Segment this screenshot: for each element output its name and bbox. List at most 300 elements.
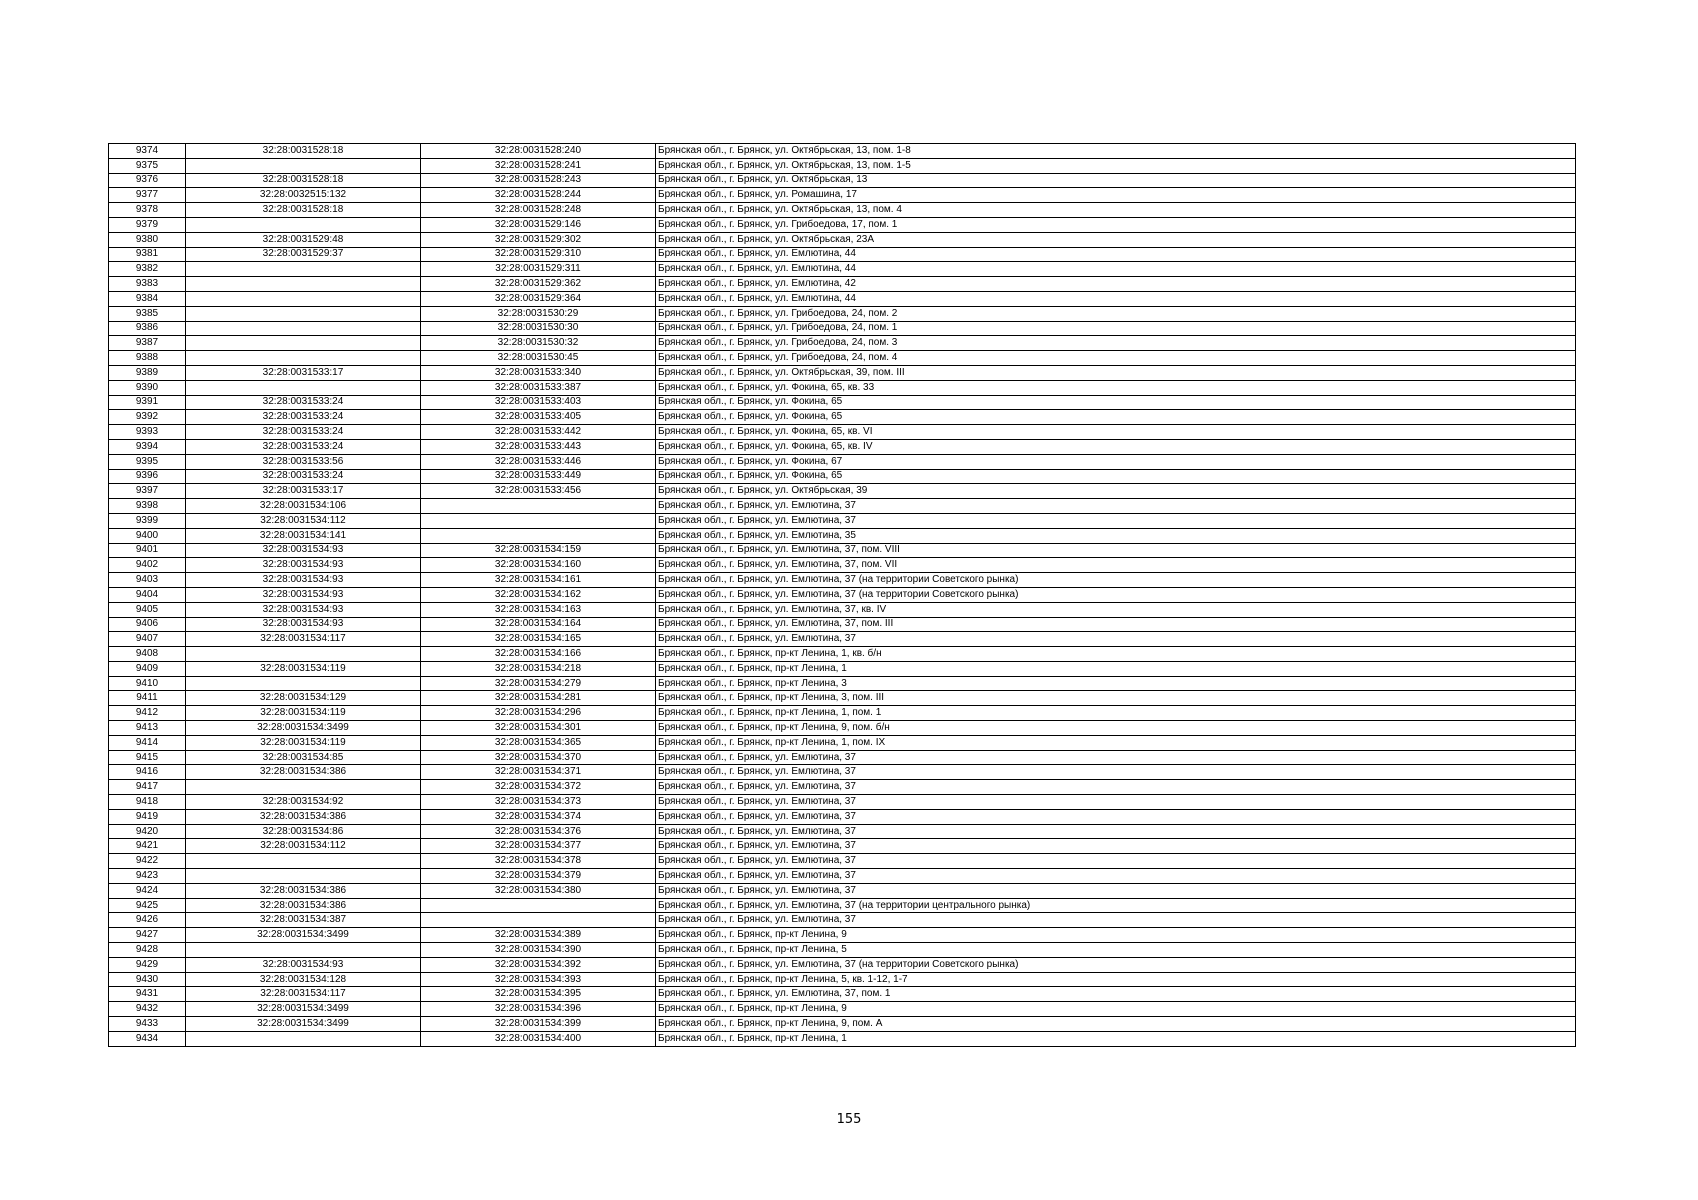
table-row	[109, 573, 1576, 588]
parent-cadastral-number-cell: 32:28:0031534:129	[186, 691, 421, 706]
address-cell: Брянская обл., г. Брянск, ул. Ромашина, 17	[656, 188, 1576, 203]
cadastral-number-cell: 32:28:0031534:279	[421, 676, 656, 691]
parent-cadastral-number-cell: 32:28:0031534:3499	[186, 721, 421, 736]
cadastral-number-cell: 32:28:0031529:311	[421, 262, 656, 277]
cadastral-number-cell: 32:28:0031534:365	[421, 735, 656, 750]
parent-cadastral-number-cell: 32:28:0031533:24	[186, 410, 421, 425]
cadastral-number-cell: 32:28:0031530:32	[421, 336, 656, 351]
parent-cadastral-number-cell	[186, 351, 421, 366]
address-cell: Брянская обл., г. Брянск, ул. Емлютина, 37	[656, 499, 1576, 514]
address-cell: Брянская обл., г. Брянск, пр-кт Ленина, 1	[656, 1031, 1576, 1046]
row-number-cell: 9431	[109, 987, 186, 1002]
address-cell: Брянская обл., г. Брянск, ул. Емлютина, 37 (на территории Советского рынка)	[656, 587, 1576, 602]
parent-cadastral-number-cell: 32:28:0031534:119	[186, 661, 421, 676]
table-row	[109, 469, 1576, 484]
row-number-cell: 9402	[109, 558, 186, 573]
table-row	[109, 173, 1576, 188]
address-cell: Брянская обл., г. Брянск, пр-кт Ленина, 5	[656, 943, 1576, 958]
row-number-cell: 9398	[109, 499, 186, 514]
cadastral-number-cell: 32:28:0031534:396	[421, 1002, 656, 1017]
cadastral-number-cell: 32:28:0031534:373	[421, 795, 656, 810]
address-cell: Брянская обл., г. Брянск, ул. Емлютина, 37, пом. III	[656, 617, 1576, 632]
parent-cadastral-number-cell: 32:28:0031534:119	[186, 706, 421, 721]
row-number-cell: 9415	[109, 750, 186, 765]
row-number-cell: 9408	[109, 647, 186, 662]
address-cell: Брянская обл., г. Брянск, ул. Емлютина, 37	[656, 765, 1576, 780]
table-row	[109, 144, 1576, 159]
parent-cadastral-number-cell	[186, 321, 421, 336]
table-row	[109, 188, 1576, 203]
row-number-cell: 9394	[109, 439, 186, 454]
address-cell: Брянская обл., г. Брянск, ул. Емлютина, 37 (на территории Советского рынка)	[656, 957, 1576, 972]
row-number-cell: 9406	[109, 617, 186, 632]
row-number-cell: 9407	[109, 632, 186, 647]
row-number-cell: 9417	[109, 780, 186, 795]
parent-cadastral-number-cell: 32:28:0031534:93	[186, 957, 421, 972]
cadastral-number-cell: 32:28:0031533:443	[421, 439, 656, 454]
table-row	[109, 321, 1576, 336]
row-number-cell: 9405	[109, 602, 186, 617]
cadastral-number-cell: 32:28:0031534:160	[421, 558, 656, 573]
parent-cadastral-number-cell: 32:28:0031533:24	[186, 425, 421, 440]
table-row	[109, 439, 1576, 454]
row-number-cell: 9430	[109, 972, 186, 987]
row-number-cell: 9401	[109, 543, 186, 558]
parent-cadastral-number-cell: 32:28:0031534:106	[186, 499, 421, 514]
address-cell: Брянская обл., г. Брянск, ул. Грибоедова, 24, пом. 3	[656, 336, 1576, 351]
row-number-cell: 9428	[109, 943, 186, 958]
parent-cadastral-number-cell: 32:28:0031534:112	[186, 839, 421, 854]
parent-cadastral-number-cell: 32:28:0031534:387	[186, 913, 421, 928]
table-row	[109, 528, 1576, 543]
parent-cadastral-number-cell: 32:28:0031534:386	[186, 765, 421, 780]
parent-cadastral-number-cell: 32:28:0031534:85	[186, 750, 421, 765]
table-row	[109, 943, 1576, 958]
row-number-cell: 9374	[109, 144, 186, 159]
row-number-cell: 9420	[109, 824, 186, 839]
parent-cadastral-number-cell: 32:28:0031533:24	[186, 469, 421, 484]
cadastral-number-cell: 32:28:0031530:45	[421, 351, 656, 366]
table-row	[109, 898, 1576, 913]
cadastral-number-cell: 32:28:0031533:387	[421, 380, 656, 395]
cadastral-number-cell: 32:28:0031529:310	[421, 247, 656, 262]
parent-cadastral-number-cell: 32:28:0031533:17	[186, 365, 421, 380]
parent-cadastral-number-cell: 32:28:0031534:3499	[186, 1002, 421, 1017]
address-cell: Брянская обл., г. Брянск, ул. Емлютина, 44	[656, 262, 1576, 277]
row-number-cell: 9404	[109, 587, 186, 602]
cadastral-number-cell: 32:28:0031528:244	[421, 188, 656, 203]
address-cell: Брянская обл., г. Брянск, пр-кт Ленина, 9, пом. б/н	[656, 721, 1576, 736]
cadastral-number-cell: 32:28:0031533:449	[421, 469, 656, 484]
cadastral-number-cell: 32:28:0031530:29	[421, 306, 656, 321]
parent-cadastral-number-cell	[186, 262, 421, 277]
cadastral-number-cell: 32:28:0031534:393	[421, 972, 656, 987]
address-cell: Брянская обл., г. Брянск, ул. Октябрьская, 13, пом. 1-8	[656, 144, 1576, 159]
table-row	[109, 1017, 1576, 1032]
table-row	[109, 158, 1576, 173]
table-row	[109, 824, 1576, 839]
address-cell: Брянская обл., г. Брянск, ул. Емлютина, 37	[656, 883, 1576, 898]
cadastral-number-cell: 32:28:0031534:377	[421, 839, 656, 854]
row-number-cell: 9426	[109, 913, 186, 928]
cadastral-number-cell	[421, 528, 656, 543]
row-number-cell: 9399	[109, 513, 186, 528]
table-row	[109, 869, 1576, 884]
row-number-cell: 9419	[109, 809, 186, 824]
cadastral-number-cell: 32:28:0031534:163	[421, 602, 656, 617]
parent-cadastral-number-cell: 32:28:0031534:3499	[186, 1017, 421, 1032]
parent-cadastral-number-cell: 32:28:0031533:56	[186, 454, 421, 469]
row-number-cell: 9388	[109, 351, 186, 366]
table-row	[109, 558, 1576, 573]
row-number-cell: 9412	[109, 706, 186, 721]
parent-cadastral-number-cell: 32:28:0031533:24	[186, 439, 421, 454]
parent-cadastral-number-cell	[186, 277, 421, 292]
table-row	[109, 513, 1576, 528]
cadastral-number-cell: 32:28:0031534:164	[421, 617, 656, 632]
cadastral-number-cell: 32:28:0031534:218	[421, 661, 656, 676]
table-row	[109, 602, 1576, 617]
row-number-cell: 9378	[109, 203, 186, 218]
row-number-cell: 9393	[109, 425, 186, 440]
table-row	[109, 291, 1576, 306]
address-cell: Брянская обл., г. Брянск, ул. Емлютина, 37	[656, 632, 1576, 647]
address-cell: Брянская обл., г. Брянск, пр-кт Ленина, 9	[656, 928, 1576, 943]
row-number-cell: 9422	[109, 854, 186, 869]
address-cell: Брянская обл., г. Брянск, ул. Емлютина, 37 (на территории Советского рынка)	[656, 573, 1576, 588]
parent-cadastral-number-cell: 32:28:0031528:18	[186, 173, 421, 188]
parent-cadastral-number-cell	[186, 780, 421, 795]
address-cell: Брянская обл., г. Брянск, ул. Емлютина, 35	[656, 528, 1576, 543]
row-number-cell: 9413	[109, 721, 186, 736]
address-cell: Брянская обл., г. Брянск, пр-кт Ленина, 3	[656, 676, 1576, 691]
parent-cadastral-number-cell: 32:28:0031534:386	[186, 809, 421, 824]
row-number-cell: 9410	[109, 676, 186, 691]
table-row	[109, 972, 1576, 987]
parent-cadastral-number-cell	[186, 854, 421, 869]
row-number-cell: 9376	[109, 173, 186, 188]
cadastral-number-cell: 32:28:0031534:378	[421, 854, 656, 869]
parent-cadastral-number-cell: 32:28:0031529:37	[186, 247, 421, 262]
address-cell: Брянская обл., г. Брянск, ул. Фокина, 65, кв. IV	[656, 439, 1576, 454]
address-cell: Брянская обл., г. Брянск, ул. Октябрьская, 23А	[656, 232, 1576, 247]
row-number-cell: 9425	[109, 898, 186, 913]
cadastral-number-cell: 32:28:0031534:165	[421, 632, 656, 647]
address-cell: Брянская обл., г. Брянск, ул. Грибоедова, 24, пом. 4	[656, 351, 1576, 366]
row-number-cell: 9434	[109, 1031, 186, 1046]
row-number-cell: 9375	[109, 158, 186, 173]
cadastral-number-cell: 32:28:0031533:456	[421, 484, 656, 499]
cadastral-number-cell: 32:28:0031529:364	[421, 291, 656, 306]
parent-cadastral-number-cell	[186, 943, 421, 958]
cadastral-number-cell: 32:28:0031528:248	[421, 203, 656, 218]
table-row	[109, 913, 1576, 928]
cadastral-number-cell: 32:28:0031533:340	[421, 365, 656, 380]
cadastral-number-cell: 32:28:0031534:301	[421, 721, 656, 736]
parent-cadastral-number-cell	[186, 336, 421, 351]
cadastral-number-cell: 32:28:0031533:405	[421, 410, 656, 425]
cadastral-number-cell: 32:28:0031534:162	[421, 587, 656, 602]
address-cell: Брянская обл., г. Брянск, ул. Октябрьская, 39	[656, 484, 1576, 499]
row-number-cell: 9377	[109, 188, 186, 203]
address-cell: Брянская обл., г. Брянск, ул. Емлютина, 37	[656, 780, 1576, 795]
row-number-cell: 9427	[109, 928, 186, 943]
address-cell: Брянская обл., г. Брянск, ул. Емлютина, 37	[656, 824, 1576, 839]
address-cell: Брянская обл., г. Брянск, ул. Фокина, 65, кв. 33	[656, 380, 1576, 395]
table-row	[109, 499, 1576, 514]
parent-cadastral-number-cell: 32:28:0031534:93	[186, 543, 421, 558]
row-number-cell: 9396	[109, 469, 186, 484]
address-cell: Брянская обл., г. Брянск, ул. Октябрьская, 39, пом. III	[656, 365, 1576, 380]
table-row	[109, 395, 1576, 410]
cadastral-number-cell: 32:28:0031529:362	[421, 277, 656, 292]
table-row	[109, 1002, 1576, 1017]
parent-cadastral-number-cell: 32:28:0031534:386	[186, 898, 421, 913]
address-cell: Брянская обл., г. Брянск, пр-кт Ленина, 5, кв. 1-12, 1-7	[656, 972, 1576, 987]
table-row	[109, 632, 1576, 647]
address-cell: Брянская обл., г. Брянск, ул. Емлютина, 37, пом. VII	[656, 558, 1576, 573]
address-cell: Брянская обл., г. Брянск, ул. Грибоедова, 24, пом. 2	[656, 306, 1576, 321]
cadastral-number-cell: 32:28:0031533:446	[421, 454, 656, 469]
address-cell: Брянская обл., г. Брянск, ул. Емлютина, 37	[656, 854, 1576, 869]
table-row	[109, 691, 1576, 706]
address-cell: Брянская обл., г. Брянск, ул. Фокина, 65	[656, 395, 1576, 410]
parent-cadastral-number-cell: 32:28:0031534:93	[186, 558, 421, 573]
address-cell: Брянская обл., г. Брянск, пр-кт Ленина, 1, пом. 1	[656, 706, 1576, 721]
parent-cadastral-number-cell	[186, 647, 421, 662]
address-cell: Брянская обл., г. Брянск, ул. Емлютина, 37	[656, 795, 1576, 810]
row-number-cell: 9387	[109, 336, 186, 351]
cadastral-number-cell: 32:28:0031529:146	[421, 217, 656, 232]
parent-cadastral-number-cell: 32:28:0031534:93	[186, 617, 421, 632]
table-row	[109, 232, 1576, 247]
registry-table	[108, 143, 1576, 1047]
cadastral-number-cell	[421, 499, 656, 514]
registry-table-body	[109, 144, 1576, 1047]
cadastral-number-cell: 32:28:0031534:281	[421, 691, 656, 706]
cadastral-number-cell	[421, 513, 656, 528]
parent-cadastral-number-cell: 32:28:0031534:119	[186, 735, 421, 750]
row-number-cell: 9382	[109, 262, 186, 277]
table-row	[109, 203, 1576, 218]
row-number-cell: 9380	[109, 232, 186, 247]
cadastral-number-cell: 32:28:0031534:374	[421, 809, 656, 824]
cadastral-number-cell	[421, 913, 656, 928]
table-row	[109, 839, 1576, 854]
parent-cadastral-number-cell: 32:28:0031534:93	[186, 602, 421, 617]
table-row	[109, 454, 1576, 469]
table-row	[109, 1031, 1576, 1046]
table-row	[109, 410, 1576, 425]
parent-cadastral-number-cell: 32:28:0031534:92	[186, 795, 421, 810]
page-number: 155	[836, 1112, 862, 1127]
address-cell: Брянская обл., г. Брянск, ул. Грибоедова, 17, пом. 1	[656, 217, 1576, 232]
cadastral-number-cell: 32:28:0031534:392	[421, 957, 656, 972]
cadastral-number-cell: 32:28:0031534:371	[421, 765, 656, 780]
parent-cadastral-number-cell: 32:28:0031534:112	[186, 513, 421, 528]
cadastral-number-cell: 32:28:0031533:442	[421, 425, 656, 440]
address-cell: Брянская обл., г. Брянск, ул. Емлютина, 37, пом. 1	[656, 987, 1576, 1002]
table-row	[109, 809, 1576, 824]
parent-cadastral-number-cell: 32:28:0031528:18	[186, 144, 421, 159]
address-cell: Брянская обл., г. Брянск, ул. Емлютина, 37 (на территории центрального рынка)	[656, 898, 1576, 913]
parent-cadastral-number-cell: 32:28:0031534:93	[186, 573, 421, 588]
address-cell: Брянская обл., г. Брянск, ул. Емлютина, 37	[656, 913, 1576, 928]
cadastral-number-cell: 32:28:0031528:240	[421, 144, 656, 159]
table-row	[109, 425, 1576, 440]
address-cell: Брянская обл., г. Брянск, ул. Грибоедова, 24, пом. 1	[656, 321, 1576, 336]
parent-cadastral-number-cell: 32:28:0031534:128	[186, 972, 421, 987]
address-cell: Брянская обл., г. Брянск, ул. Емлютина, 37	[656, 750, 1576, 765]
table-row	[109, 306, 1576, 321]
row-number-cell: 9381	[109, 247, 186, 262]
row-number-cell: 9409	[109, 661, 186, 676]
row-number-cell: 9418	[109, 795, 186, 810]
cadastral-number-cell: 32:28:0031534:161	[421, 573, 656, 588]
table-row	[109, 365, 1576, 380]
parent-cadastral-number-cell: 32:28:0031533:24	[186, 395, 421, 410]
table-row	[109, 854, 1576, 869]
table-row	[109, 780, 1576, 795]
cadastral-number-cell: 32:28:0031534:166	[421, 647, 656, 662]
table-row	[109, 883, 1576, 898]
table-row	[109, 647, 1576, 662]
parent-cadastral-number-cell	[186, 217, 421, 232]
address-cell: Брянская обл., г. Брянск, ул. Емлютина, 37	[656, 809, 1576, 824]
row-number-cell: 9424	[109, 883, 186, 898]
address-cell: Брянская обл., г. Брянск, ул. Емлютина, 37	[656, 513, 1576, 528]
parent-cadastral-number-cell	[186, 869, 421, 884]
parent-cadastral-number-cell	[186, 676, 421, 691]
parent-cadastral-number-cell: 32:28:0031533:17	[186, 484, 421, 499]
address-cell: Брянская обл., г. Брянск, пр-кт Ленина, 9, пом. А	[656, 1017, 1576, 1032]
parent-cadastral-number-cell: 32:28:0031534:386	[186, 883, 421, 898]
row-number-cell: 9416	[109, 765, 186, 780]
cadastral-number-cell: 32:28:0031534:159	[421, 543, 656, 558]
parent-cadastral-number-cell	[186, 1031, 421, 1046]
address-cell: Брянская обл., г. Брянск, ул. Емлютина, 37, пом. VIII	[656, 543, 1576, 558]
table-row	[109, 721, 1576, 736]
address-cell: Брянская обл., г. Брянск, ул. Емлютина, 37, кв. IV	[656, 602, 1576, 617]
row-number-cell: 9386	[109, 321, 186, 336]
row-number-cell: 9390	[109, 380, 186, 395]
row-number-cell: 9403	[109, 573, 186, 588]
row-number-cell: 9395	[109, 454, 186, 469]
table-row	[109, 676, 1576, 691]
parent-cadastral-number-cell	[186, 158, 421, 173]
table-row	[109, 765, 1576, 780]
parent-cadastral-number-cell: 32:28:0031534:117	[186, 632, 421, 647]
table-row	[109, 336, 1576, 351]
row-number-cell: 9411	[109, 691, 186, 706]
cadastral-number-cell: 32:28:0031534:379	[421, 869, 656, 884]
cadastral-number-cell: 32:28:0031534:400	[421, 1031, 656, 1046]
table-row	[109, 957, 1576, 972]
table-row	[109, 987, 1576, 1002]
parent-cadastral-number-cell: 32:28:0031528:18	[186, 203, 421, 218]
parent-cadastral-number-cell	[186, 306, 421, 321]
address-cell: Брянская обл., г. Брянск, ул. Фокина, 65	[656, 469, 1576, 484]
address-cell: Брянская обл., г. Брянск, ул. Октябрьская, 13	[656, 173, 1576, 188]
address-cell: Брянская обл., г. Брянск, ул. Октябрьская, 13, пом. 1-5	[656, 158, 1576, 173]
table-row	[109, 351, 1576, 366]
cadastral-number-cell: 32:28:0031534:380	[421, 883, 656, 898]
parent-cadastral-number-cell: 32:28:0031534:93	[186, 587, 421, 602]
parent-cadastral-number-cell: 32:28:0032515:132	[186, 188, 421, 203]
parent-cadastral-number-cell: 32:28:0031534:117	[186, 987, 421, 1002]
table-row	[109, 380, 1576, 395]
address-cell: Брянская обл., г. Брянск, ул. Октябрьская, 13, пом. 4	[656, 203, 1576, 218]
row-number-cell: 9384	[109, 291, 186, 306]
table-row	[109, 750, 1576, 765]
row-number-cell: 9383	[109, 277, 186, 292]
table-row	[109, 617, 1576, 632]
row-number-cell: 9421	[109, 839, 186, 854]
table-row	[109, 735, 1576, 750]
table-row	[109, 484, 1576, 499]
address-cell: Брянская обл., г. Брянск, ул. Емлютина, 37	[656, 869, 1576, 884]
address-cell: Брянская обл., г. Брянск, пр-кт Ленина, 1, пом. IX	[656, 735, 1576, 750]
parent-cadastral-number-cell: 32:28:0031534:141	[186, 528, 421, 543]
address-cell: Брянская обл., г. Брянск, ул. Фокина, 65	[656, 410, 1576, 425]
address-cell: Брянская обл., г. Брянск, ул. Емлютина, 44	[656, 291, 1576, 306]
parent-cadastral-number-cell	[186, 380, 421, 395]
cadastral-number-cell: 32:28:0031529:302	[421, 232, 656, 247]
address-cell: Брянская обл., г. Брянск, ул. Емлютина, 44	[656, 247, 1576, 262]
row-number-cell: 9400	[109, 528, 186, 543]
cadastral-number-cell	[421, 898, 656, 913]
table-row	[109, 661, 1576, 676]
row-number-cell: 9433	[109, 1017, 186, 1032]
address-cell: Брянская обл., г. Брянск, пр-кт Ленина, 9	[656, 1002, 1576, 1017]
table-row	[109, 262, 1576, 277]
address-cell: Брянская обл., г. Брянск, ул. Фокина, 65, кв. VI	[656, 425, 1576, 440]
table-row	[109, 587, 1576, 602]
address-cell: Брянская обл., г. Брянск, пр-кт Ленина, 3, пом. III	[656, 691, 1576, 706]
cadastral-number-cell: 32:28:0031533:403	[421, 395, 656, 410]
row-number-cell: 9423	[109, 869, 186, 884]
parent-cadastral-number-cell: 32:28:0031534:86	[186, 824, 421, 839]
table-row	[109, 217, 1576, 232]
address-cell: Брянская обл., г. Брянск, пр-кт Ленина, 1	[656, 661, 1576, 676]
parent-cadastral-number-cell: 32:28:0031534:3499	[186, 928, 421, 943]
cadastral-number-cell: 32:28:0031528:243	[421, 173, 656, 188]
table-row	[109, 277, 1576, 292]
cadastral-number-cell: 32:28:0031534:376	[421, 824, 656, 839]
parent-cadastral-number-cell	[186, 291, 421, 306]
cadastral-number-cell: 32:28:0031534:372	[421, 780, 656, 795]
address-cell: Брянская обл., г. Брянск, пр-кт Ленина, 1, кв. б/н	[656, 647, 1576, 662]
parent-cadastral-number-cell: 32:28:0031529:48	[186, 232, 421, 247]
table-row	[109, 706, 1576, 721]
table-row	[109, 928, 1576, 943]
cadastral-number-cell: 32:28:0031534:389	[421, 928, 656, 943]
cadastral-number-cell: 32:28:0031534:395	[421, 987, 656, 1002]
row-number-cell: 9429	[109, 957, 186, 972]
row-number-cell: 9391	[109, 395, 186, 410]
cadastral-number-cell: 32:28:0031534:370	[421, 750, 656, 765]
cadastral-number-cell: 32:28:0031534:390	[421, 943, 656, 958]
row-number-cell: 9432	[109, 1002, 186, 1017]
row-number-cell: 9385	[109, 306, 186, 321]
address-cell: Брянская обл., г. Брянск, ул. Фокина, 67	[656, 454, 1576, 469]
row-number-cell: 9389	[109, 365, 186, 380]
row-number-cell: 9379	[109, 217, 186, 232]
table-row	[109, 543, 1576, 558]
cadastral-number-cell: 32:28:0031534:296	[421, 706, 656, 721]
table-row	[109, 795, 1576, 810]
row-number-cell: 9392	[109, 410, 186, 425]
